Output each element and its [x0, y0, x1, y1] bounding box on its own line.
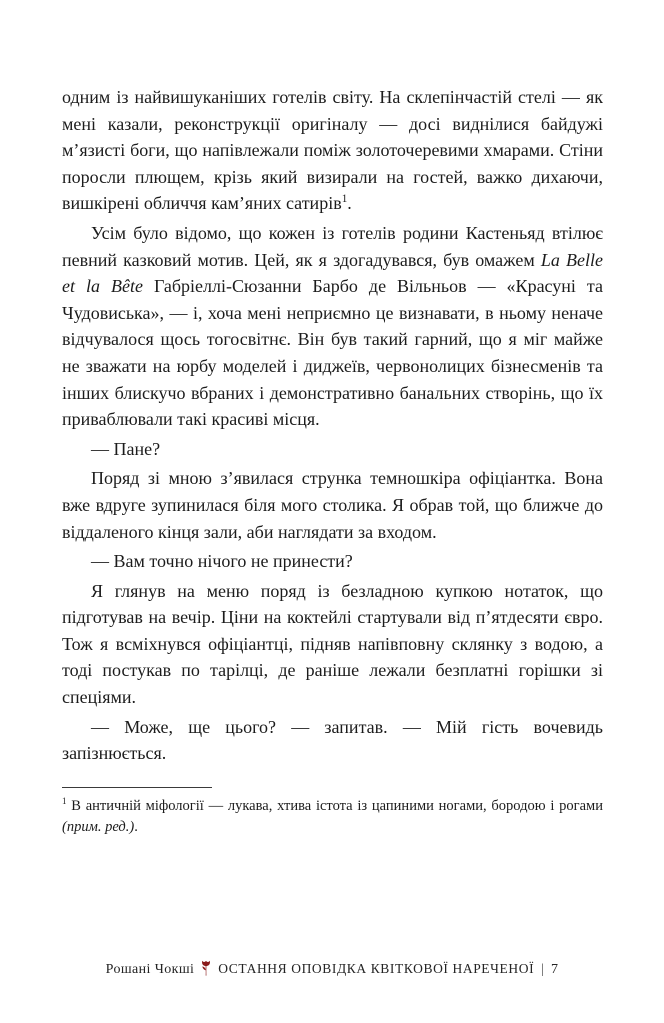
- footnote-divider: [62, 787, 212, 788]
- paragraph: [62, 578, 603, 711]
- dialogue-paragraph: [62, 714, 603, 767]
- italic-text-segment: La Belle et la Bête: [62, 249, 603, 297]
- paragraph: [62, 220, 603, 433]
- footnote-marker: 1: [341, 193, 348, 206]
- text-segment: — Може, ще цього? — запитав. — Мій гість вочевидь запізнюється.: [62, 716, 603, 764]
- page-number: 7: [550, 962, 559, 977]
- flower-icon: [200, 960, 212, 981]
- running-footer: [0, 960, 664, 981]
- text-segment: В античній міфології — лукава, хтива істота із цапиними ногами, бородою і рогами: [66, 797, 603, 814]
- text-segment: Я глянув на меню поряд із безладною купкою нотаток, що підготував на вечір. Ціни на коктейлі стартували від п’ятдесяти євро. Тож я всміхнувся офіціантці, підняв напівповну склянку з водою, а тоді постукав по тарілці, де раніше лежали безплатні горішки зі спеціями.: [62, 580, 603, 708]
- text-segment: .: [347, 193, 352, 214]
- text-segment: .: [134, 818, 138, 835]
- footer-separator: |: [541, 962, 544, 977]
- paragraph: [62, 84, 603, 217]
- footnote-marker: 1: [62, 796, 67, 807]
- text-segment: Усім було відомо, що кожен із готелів родини Кастеньяд втілює певний казковий мотив. Цей, як я здогадувався, був омажем: [62, 222, 603, 270]
- dialogue-paragraph: [62, 548, 603, 575]
- text-segment: Габріеллі-Сюзанни Барбо де Вільньов — «Красуні та Чудовиська», — і, хоча мені неприємно це визнавати, в ньому неначе відчувалося щось тогосвітнє. Він був такий гарний, що я міг майже не зважати на юрбу моделей і диджеїв, червонолицих бізнесменів та інших блискучо вбраних і демонстративно банальних створінь, що їх приваблювали такі красиві місця.: [62, 276, 604, 430]
- text-segment: — Вам точно нічого не принести?: [91, 551, 353, 572]
- dialogue-paragraph: [62, 436, 603, 463]
- paragraph: [62, 465, 603, 545]
- footnote: [62, 796, 603, 838]
- text-segment: — Пане?: [91, 438, 161, 459]
- text-segment: одним із найвишуканіших готелів світу. На склепінчастій стелі — як мені казали, реконструкції оригіналу — досі виднілися байдужі м’язисті боги, що напівлежали поміж золоточеревими хмарами. Стіни поросли плющем, крізь який визирали на гостей, важко дихаючи, вишкірені обличчя кам’яних сатирів: [62, 87, 603, 214]
- footer-author: Рошані Чокші: [105, 962, 195, 977]
- footer-title: ОСТАННЯ ОПОВІДКА КВІТКОВОЇ НАРЕЧЕНОЇ: [218, 961, 535, 976]
- italic-text-segment: (прим. ред.): [62, 818, 135, 835]
- text-segment: Поряд зі мною з’явилася струнка темношкіра офіціантка. Вона вже вдруге зупинилася біля мого столика. Я обрав той, що ближче до віддаленого кінця зали, аби наглядати за входом.: [62, 468, 603, 542]
- footnote-area: [62, 787, 603, 838]
